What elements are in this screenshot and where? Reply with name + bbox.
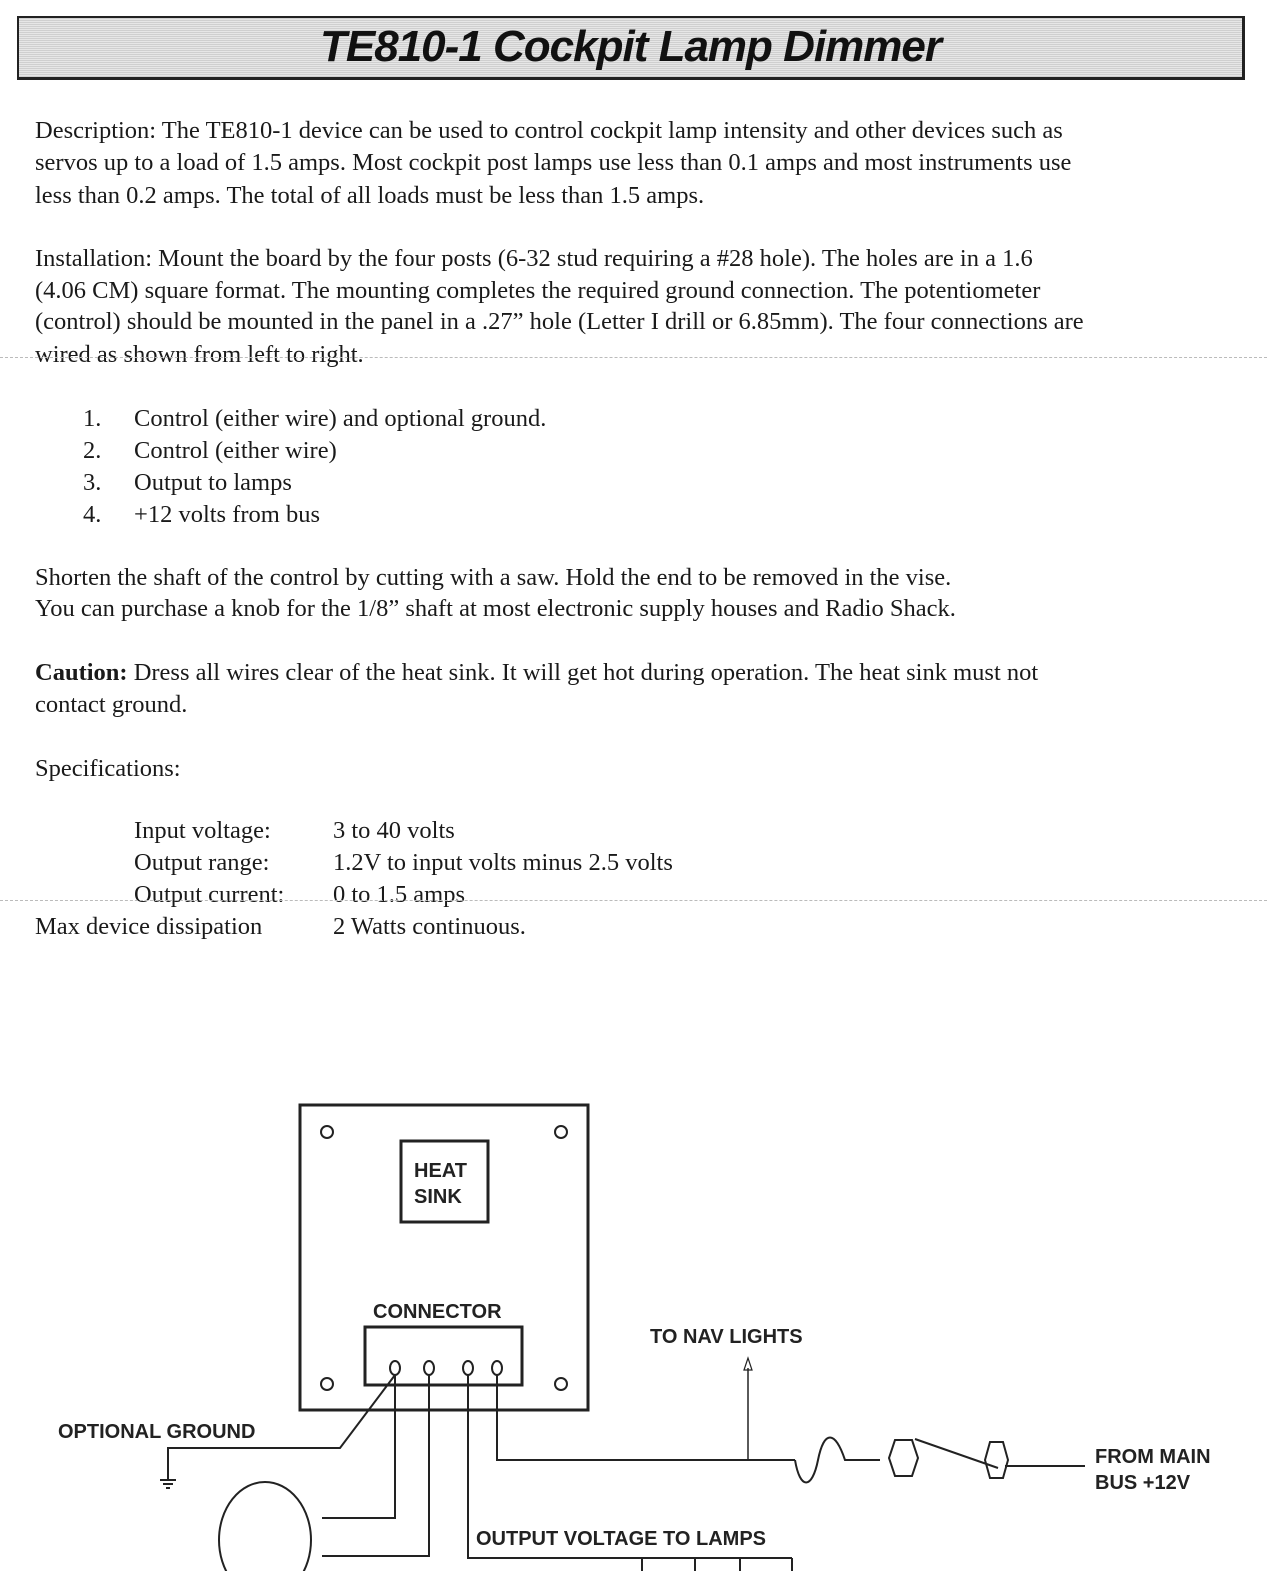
connector-pin xyxy=(463,1361,473,1375)
shaft-line: You can purchase a knob for the 1/8” shaft at most electronic supply houses and Radio Shack. xyxy=(35,595,956,622)
connector-label: CONNECTOR xyxy=(373,1301,502,1323)
mount-hole xyxy=(321,1126,333,1138)
description-line: servos up to a load of 1.5 amps. Most cockpit post lamps use less than 0.1 amps and most instruments use xyxy=(35,149,1072,176)
mount-hole xyxy=(555,1378,567,1390)
heat-sink-label: SINK xyxy=(414,1186,462,1208)
page-title: TE810-1 Cockpit Lamp Dimmer xyxy=(320,22,941,71)
specifications-heading: Specifications: xyxy=(35,755,181,782)
caution-text: Dress all wires clear of the heat sink. It will get hot during operation. The heat sink must not xyxy=(127,659,1039,686)
connector-pin xyxy=(390,1361,400,1375)
ground-icon xyxy=(160,1480,176,1488)
connector-pin xyxy=(424,1361,434,1375)
installation-line: Installation: Mount the board by the four posts (6-32 stud requiring a #28 hole). The holes are in a 1.6 xyxy=(35,245,1033,272)
spec-label: Output current: xyxy=(134,881,285,908)
fuse-icon xyxy=(795,1438,880,1483)
list-item: Output to lamps xyxy=(134,469,292,496)
installation-line: wired as shown from left to right. xyxy=(35,341,364,368)
connector-pin xyxy=(492,1361,502,1375)
caution-label: Caution: xyxy=(35,659,128,686)
spec-value: 2 Watts continuous. xyxy=(333,913,526,940)
spec-label: Output range: xyxy=(134,849,270,876)
potentiometer xyxy=(219,1482,311,1571)
main-bus-label: FROM MAIN xyxy=(1095,1446,1211,1468)
switch-terminal xyxy=(985,1442,1008,1478)
nav-lights-label: TO NAV LIGHTS xyxy=(650,1326,803,1348)
connector xyxy=(365,1327,522,1385)
list-number: 1. xyxy=(83,405,102,432)
list-item: Control (either wire) and optional ground. xyxy=(134,405,547,432)
optional-ground-label: OPTIONAL GROUND xyxy=(58,1421,256,1443)
spec-value: 3 to 40 volts xyxy=(333,817,455,844)
main-bus-label: BUS +12V xyxy=(1095,1472,1191,1494)
list-item: +12 volts from bus xyxy=(134,501,320,528)
heat-sink-label: HEAT xyxy=(414,1160,467,1182)
switch-terminal xyxy=(889,1440,918,1476)
spec-label: Input voltage: xyxy=(134,817,271,844)
list-number: 3. xyxy=(83,469,102,496)
caution-line: contact ground. xyxy=(35,691,188,718)
shaft-line: Shorten the shaft of the control by cutting with a saw. Hold the end to be removed in the vise. xyxy=(35,564,952,591)
list-number: 2. xyxy=(83,437,102,464)
spec-label: Max device dissipation xyxy=(35,913,263,940)
output-lamps-label: OUTPUT VOLTAGE TO LAMPS xyxy=(476,1528,766,1550)
list-item: Control (either wire) xyxy=(134,437,337,464)
list-number: 4. xyxy=(83,501,102,528)
description-line: less than 0.2 amps. The total of all loads must be less than 1.5 amps. xyxy=(35,182,705,209)
description-line: Description: The TE810-1 device can be used to control cockpit lamp intensity and other devices such as xyxy=(35,117,1063,144)
control-wire xyxy=(322,1375,395,1518)
spec-value: 0 to 1.5 amps xyxy=(333,881,466,908)
installation-line: (4.06 CM) square format. The mounting completes the required ground connection. The potentiometer xyxy=(35,277,1041,304)
mount-hole xyxy=(555,1126,567,1138)
circuit-board xyxy=(300,1105,588,1410)
bus-wire xyxy=(497,1375,795,1460)
lamp-wires xyxy=(642,1558,792,1571)
installation-line: (control) should be mounted in the panel in a .27” hole (Letter I drill or 6.85mm). The four connections are xyxy=(35,308,1084,335)
mount-hole xyxy=(321,1378,333,1390)
spec-value: 1.2V to input volts minus 2.5 volts xyxy=(333,849,673,876)
